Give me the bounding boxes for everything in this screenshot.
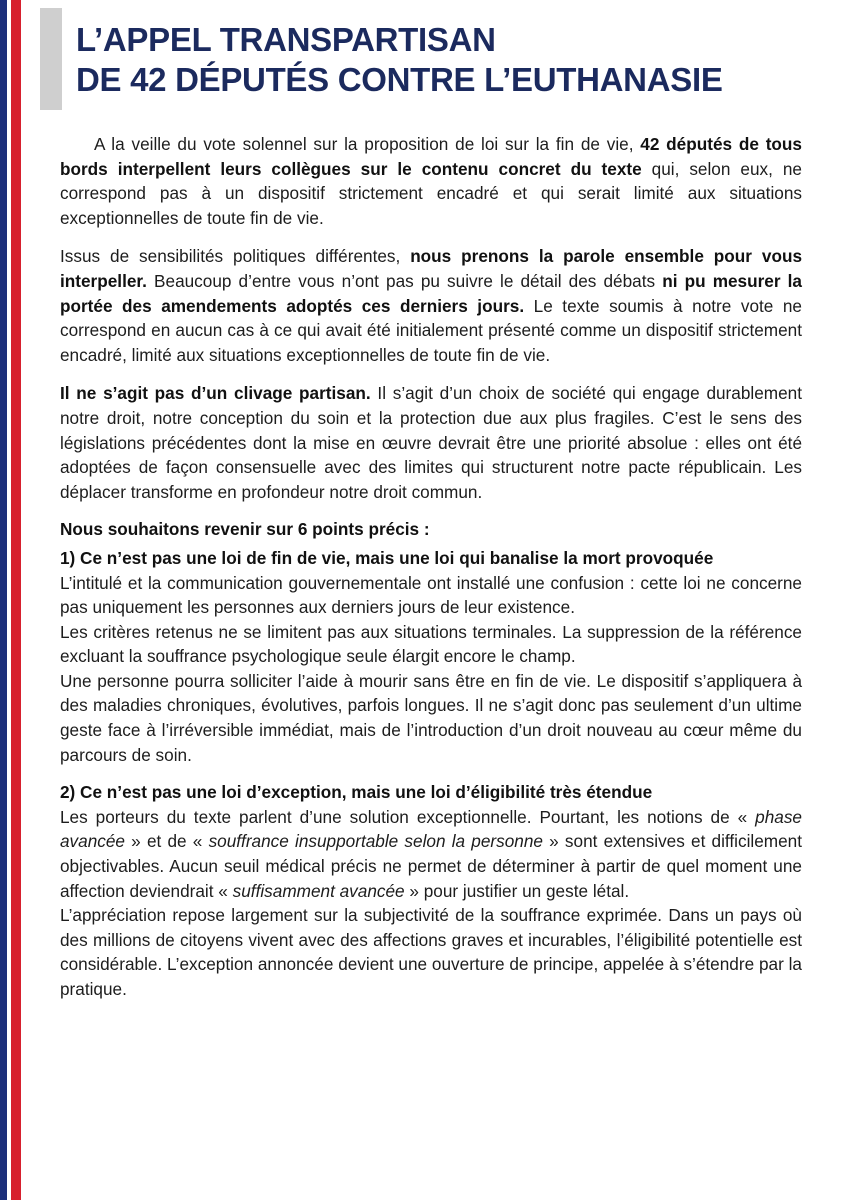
p2s1f: suffisamment avancée	[232, 880, 405, 901]
p2s1c: » et de «	[124, 831, 209, 852]
p2s1e: » sont extensives et difficilement objectivables. Aucun seuil médical précis ne permet de déterminer à partir de quel moment une affection deviendrait «	[60, 831, 802, 901]
title-accent-bar	[40, 8, 62, 110]
page-title	[76, 20, 723, 100]
p1-text-c: qui, selon eux, ne correspond pas à un dispositif strictement encadré et qui serait limité aux situations exceptionnelles de toute fin de vie.	[60, 158, 802, 228]
paragraph-3	[60, 381, 802, 504]
points-intro: Nous souhaitons revenir sur 6 points précis :	[60, 519, 430, 540]
paragraph-intro	[60, 132, 802, 230]
p2-text-c: Beaucoup d’entre vous n’ont pas pu suivre le détail des débats	[146, 270, 663, 291]
point1-heading: 1) Ce n’est pas une loi de fin de vie, mais une loi qui banalise la mort provoquée	[60, 547, 714, 568]
point2-heading: 2) Ce n’est pas une loi d’exception, mais une loi d’éligibilité très étendue	[60, 782, 653, 803]
title-line-1: L’APPEL TRANSPARTISAN	[76, 21, 496, 58]
point1-text-2: Les critères retenus ne se limitent pas aux situations terminales. La suppression de la référence excluant la souffrance psychologique seule élargit encore le champ.	[60, 621, 802, 667]
point2-text-2: L’appréciation repose largement sur la subjectivité de la souffrance exprimée. Dans un pays où des millions de citoyens vivent avec des affections graves et incurables, l’éligibilité potentielle est considérable. L’exception annoncée devient une ouverture de principe, appelée à s’étendre par la pratique.	[60, 905, 802, 999]
p2-bold-b: nous prenons la parole ensemble pour vous interpeller.	[60, 246, 803, 291]
p3-text: Il s’agit d’un choix de société qui engage durablement notre droit, notre conception du soin et la protection due aux plus fragiles. C’est le sens des législations précédentes dont la mise en œuvre devrait être une priorité absolue : elles ont été adoptées de façon consensuelle avec des limites qui structurent notre pacte républicain. Les déplacer transforme en profondeur notre droit commun.	[60, 383, 802, 502]
flag-stripe-blue	[0, 0, 7, 1200]
p2s1a: Les porteurs du texte parlent d’une solution exceptionnelle. Pourtant, les notions de «	[60, 806, 756, 827]
article-body	[60, 132, 802, 1002]
p1-bold: 42 députés de tous bords interpellent leurs collègues sur le contenu concret du texte	[60, 134, 802, 179]
paragraph-2	[60, 244, 802, 367]
point1-text-1: L’intitulé et la communication gouvernementale ont installé une confusion : cette loi ne concerne pas uniquement les personnes aux derniers jours de leur existence.	[60, 572, 802, 618]
point2-text-1	[60, 805, 802, 903]
title-line-2: DE 42 DÉPUTÉS CONTRE L’EUTHANASIE	[76, 61, 723, 98]
p2-bold-d: ni pu mesurer la portée des amendements adoptés ces derniers jours.	[60, 270, 802, 316]
p2s1b: phase avancée	[60, 806, 802, 852]
p3-bold: Il ne s’agit pas d’un clivage partisan.	[60, 383, 371, 404]
p2s1g: » pour justifier un geste létal.	[404, 880, 630, 901]
p2-text-e: Le texte soumis à notre vote ne correspond en aucun cas à ce qui avait été initialement présenté comme un dispositif strictement encadré, limité aux situations exceptionnelles de toute fin de vie.	[60, 295, 802, 365]
p2s1d: souffrance insupportable selon la personne	[208, 831, 543, 852]
p2-text-a: Issus de sensibilités politiques différentes,	[60, 246, 411, 267]
point1-text-3: Une personne pourra solliciter l’aide à mourir sans être en fin de vie. Le dispositif s’appliquera à des maladies chroniques, évolutives, parfois longues. Il ne s’agit donc pas seulement d’un ultime geste face à l’irréversible immédiat, mais de l’introduction d’un droit nouveau au cœur même du parcours de soin.	[60, 670, 802, 765]
p1-text-a: A la veille du vote solennel sur la proposition de loi sur la fin de vie,	[94, 134, 641, 154]
flag-stripe-red	[11, 0, 21, 1200]
